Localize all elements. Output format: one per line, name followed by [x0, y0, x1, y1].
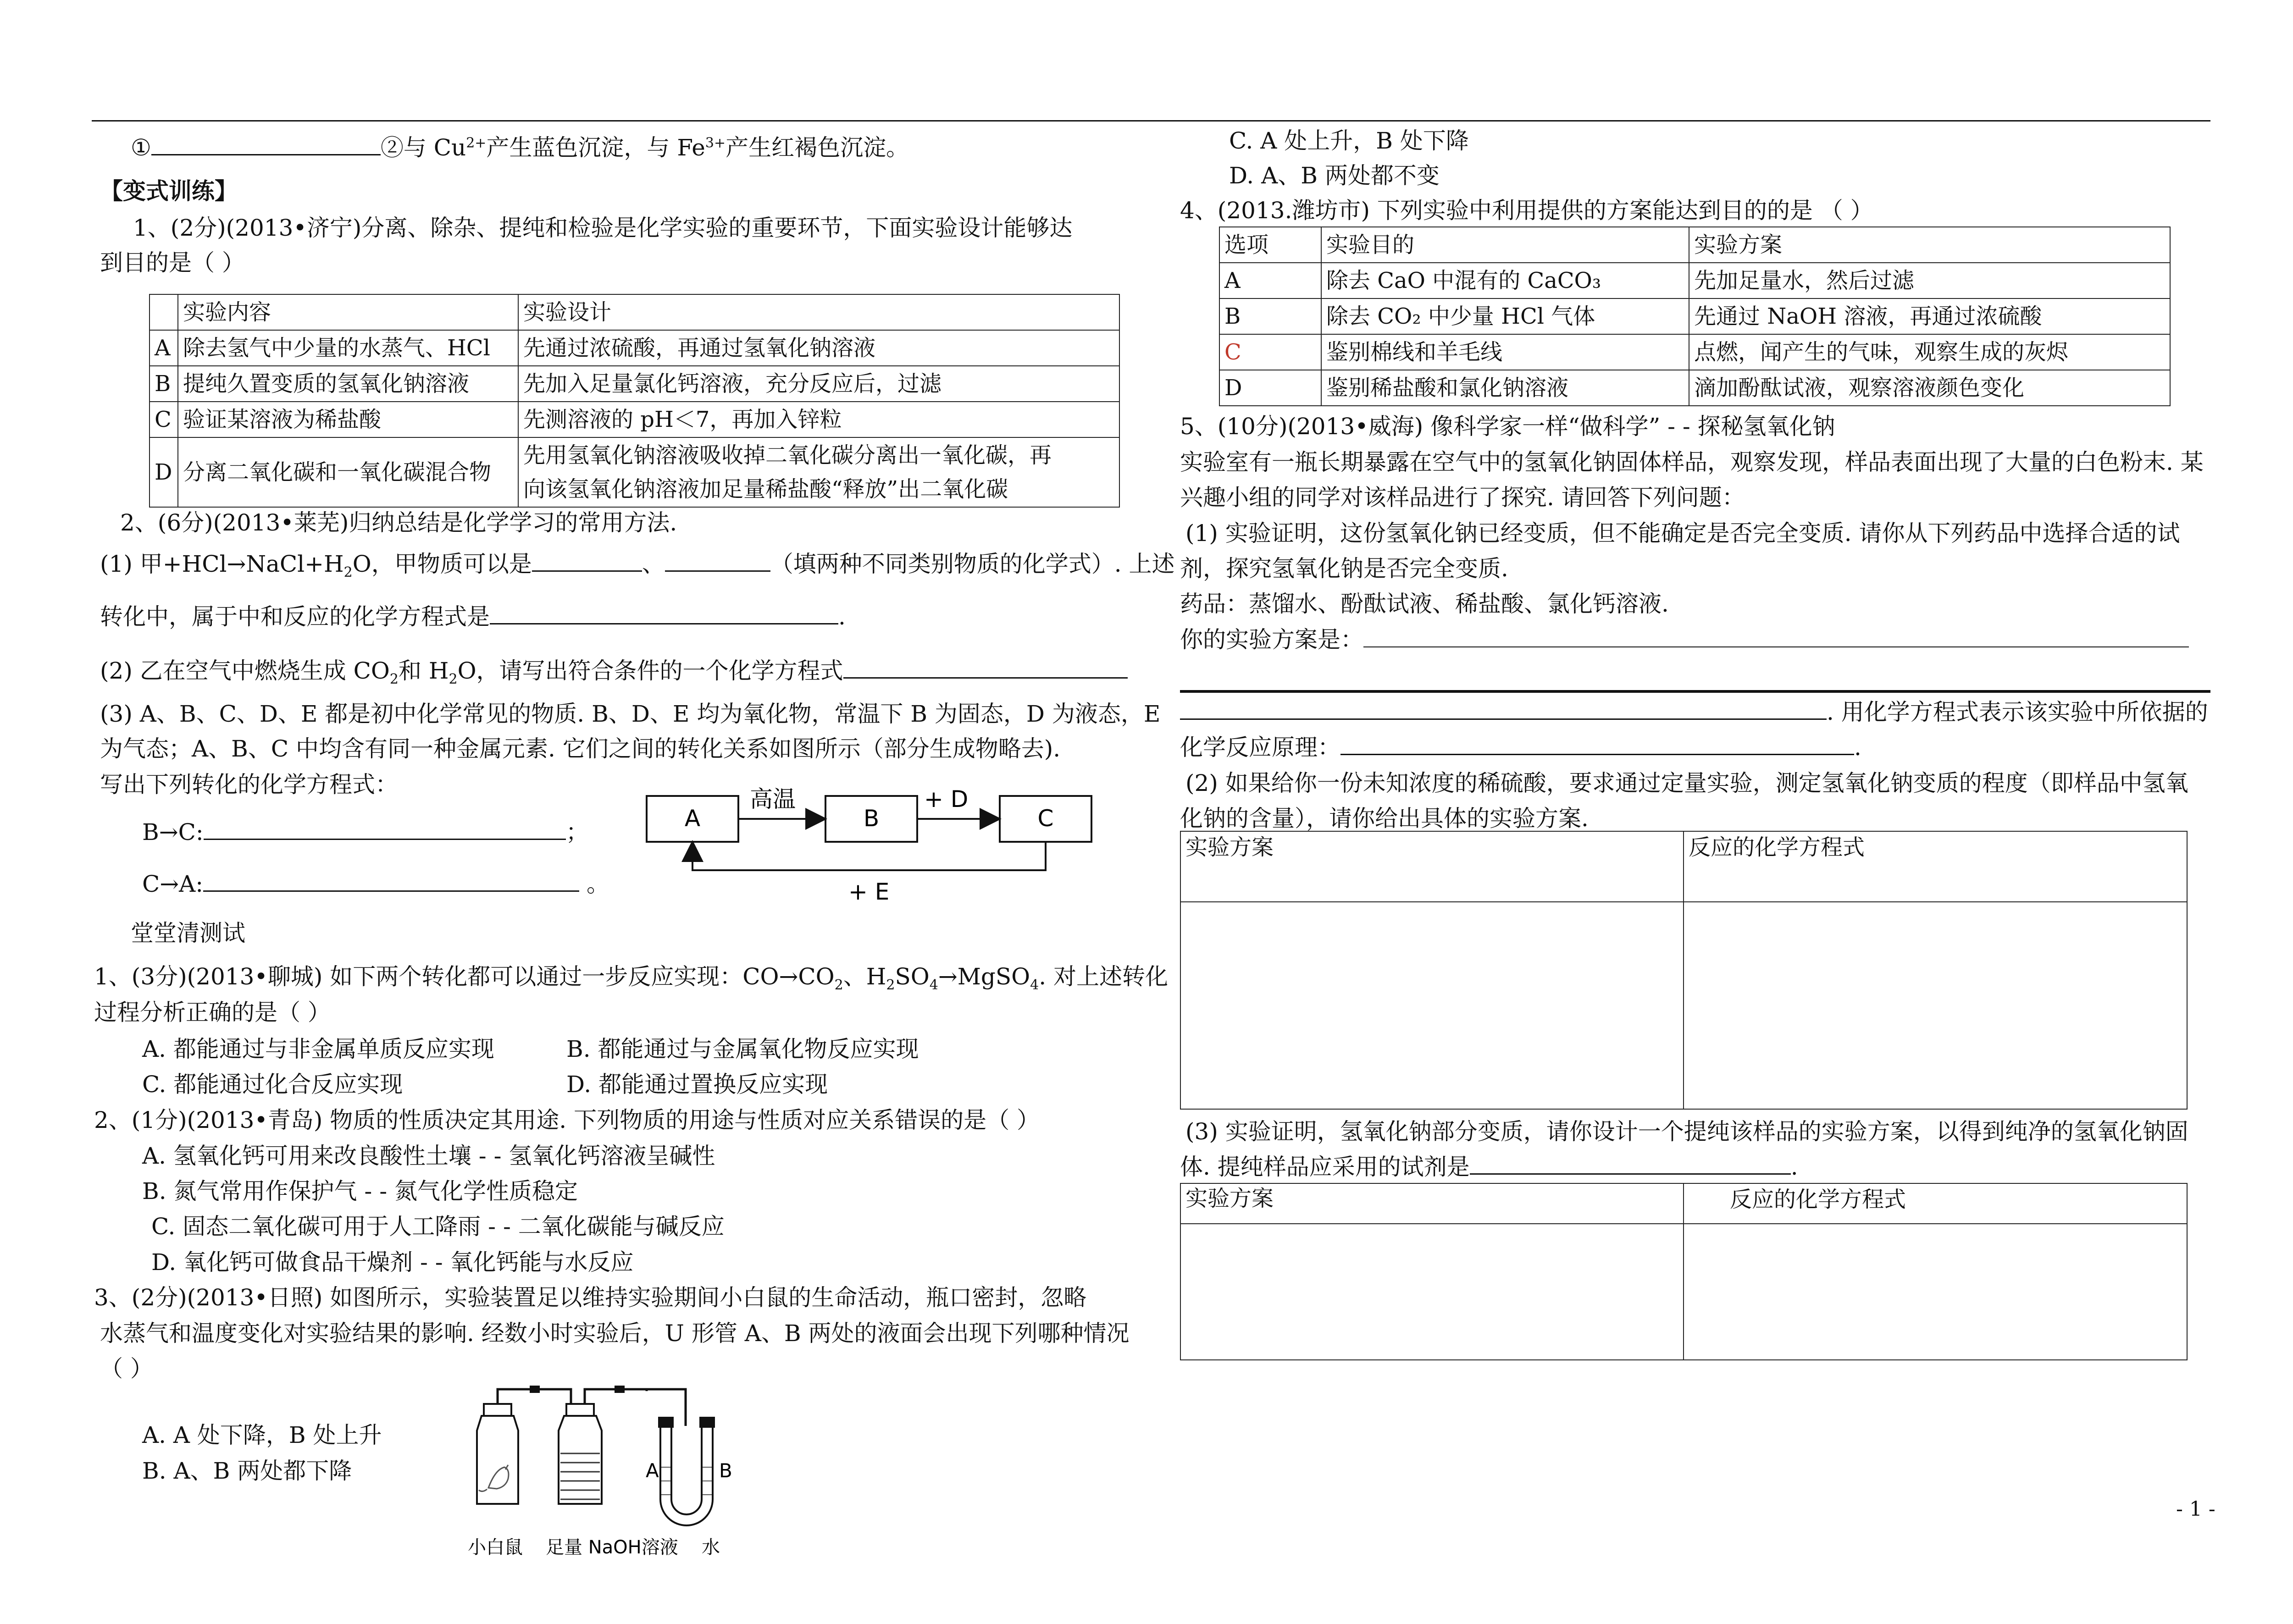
top-rule: [92, 120, 2210, 122]
q2-part-1a: (1) 甲$+HCl\to NaCl+H_2O$，甲物质可以是 、 （填两种不同类别物质的化学式）. 上述: [100, 551, 1175, 580]
u-tube-water: [661, 1467, 712, 1495]
q2-part-1b: 转化中，属于中和反应的化学方程式是 .: [100, 603, 846, 630]
answer-cell[interactable]: [1684, 902, 2187, 1109]
q5-plan: 你的实验方案是：: [1180, 628, 2189, 651]
table-cell: 反应的化学方程式: [1684, 831, 2187, 902]
answer-blank[interactable]: [532, 570, 642, 572]
table-cell: 实验内容: [178, 294, 518, 330]
table-cell: 先加足量水，然后过滤: [1689, 263, 2170, 298]
table-cell: 鉴别棉线和羊毛线: [1321, 334, 1689, 370]
t3-option-d: D. A、B 两处都不变: [1229, 162, 1440, 189]
q5-part-3a: (3) 实验证明，氢氧化钠部分变质，请你设计一个提纯该样品的实验方案，以得到纯净的氢氧化钠固: [1185, 1118, 2188, 1145]
table-cell: 分离二氧化碳和一氧化碳混合物: [178, 437, 518, 507]
plan-answer-line: [1180, 690, 2210, 693]
naoh-liquid: [560, 1453, 600, 1499]
t1-option-a: A. 都能通过与非金属单质反应实现: [142, 1036, 494, 1062]
q1-line-2: 到目的是（ ）: [100, 249, 245, 276]
q5-drugs: 药品：蒸馏水、酚酞试液、稀盐酸、氯化钙溶液.: [1180, 591, 1669, 617]
conversion-diagram: [637, 775, 1114, 912]
page-number: - 1 -: [2176, 1497, 2215, 1521]
table-cell: A: [1219, 263, 1321, 298]
table-cell: D: [1219, 370, 1321, 406]
t1-line-2: 过程分析正确的是（ ）: [94, 999, 331, 1026]
variant-title: 【变式训练】: [100, 177, 238, 204]
cell-line: 向该氢氧化钠溶液加足量稀盐酸“释放”出二氧化碳: [523, 476, 1008, 502]
table-cell: 除去氢气中少量的水蒸气、HCl: [178, 330, 518, 366]
table-cell: C: [1219, 334, 1321, 370]
table-cell: 鉴别稀盐酸和氯化钠溶液: [1321, 370, 1689, 406]
answer-cell[interactable]: [1684, 1224, 2187, 1360]
box-c-label: C: [1037, 805, 1054, 832]
table-row: [1219, 263, 2170, 298]
table-cell: 实验方案: [1180, 1183, 1684, 1224]
answer-blank[interactable]: [1363, 646, 2189, 647]
t2-option-c: C. 固态二氧化碳可用于人工降雨 - - 二氧化碳能与碱反应: [151, 1213, 725, 1240]
q5-part-1b: 剂，探究氢氧化钠是否完全变质.: [1180, 555, 1508, 582]
t1-option-d: D. 都能通过置换反应实现: [566, 1071, 828, 1098]
table-cell: C: [150, 402, 178, 437]
box-b-label: B: [863, 805, 880, 832]
table-header-text: 反应的化学方程式: [1730, 1187, 1906, 1212]
u-tube-stopper-left: [658, 1417, 674, 1428]
t1-option-b: B. 都能通过与金属氧化物反应实现: [566, 1036, 919, 1062]
table-row: [1219, 370, 2170, 406]
table-row: [150, 294, 1119, 330]
q5-part-2b: 化钠的含量），请你给出具体的实验方案.: [1180, 805, 1589, 832]
table-2: [1219, 226, 2171, 406]
water-label: 水: [702, 1537, 720, 1558]
mouse-label: 小白鼠: [468, 1537, 523, 1558]
answer-cell[interactable]: [1180, 902, 1684, 1109]
table-cell: 除去 CaO 中混有的 CaCO₃: [1321, 263, 1689, 298]
table-3: [1180, 831, 2188, 1110]
answer-blank[interactable]: [203, 890, 579, 892]
table-cell: 滴加酚酞试液，观察溶液颜色变化: [1689, 370, 2170, 406]
answer-blank[interactable]: [204, 839, 566, 840]
q2-part-3b: 为气态；A、B、C 中均含有同一种金属元素. 它们之间的转化关系如图所示（部分生成物略去).: [100, 735, 1061, 762]
table-row: [150, 366, 1119, 402]
classtest-title: 堂堂清测试: [131, 920, 245, 946]
table-cell: [1684, 1183, 2187, 1224]
q5-part-1a: (1) 实验证明，这份氢氧化钠已经变质，但不能确定是否完全变质. 请你从下列药品中选择合适的试: [1185, 520, 2180, 547]
q5-equation-line: . 用化学方程式表示该实验中所依据的: [1180, 701, 2208, 724]
u-tube-label-b: B: [719, 1459, 732, 1482]
table-cell: 先测溶液的 pH＜7，再加入锌粒: [518, 402, 1119, 437]
q2-part-2: (2) 乙在空气中燃烧生成 $CO_2$和 $H_2O$，请写出符合条件的一个化学方程式: [100, 659, 1128, 686]
box-a-label: A: [684, 805, 701, 832]
table-4: [1180, 1183, 2188, 1360]
q5-line-1: 5、(10分)(2013•威海) 像科学家一样“做科学” - - 探秘氢氧化钠: [1180, 413, 1835, 440]
u-tube-label-a: A: [646, 1459, 659, 1482]
table-cell: 除去 CO₂ 中少量 HCl 气体: [1321, 298, 1689, 334]
table-cell: D: [150, 437, 178, 507]
table-row: [1180, 1224, 2187, 1360]
table-cell: 先通过 NaOH 溶液，再通过浓硫酸: [1689, 298, 2170, 334]
table-row: [150, 402, 1119, 437]
t1-line-1: 1、(3分)(2013•聊城) 如下两个转化都可以通过一步反应实现：$CO\to CO_2$、$H_2SO_4\to MgSO_4$. 对上述转化: [94, 963, 1169, 993]
table-cell: 实验方案: [1689, 227, 2170, 263]
q5-part-3b: 体. 提纯样品应采用的试剂是 .: [1180, 1154, 1798, 1180]
t3-option-a: A. A 处下降，B 处上升: [142, 1422, 382, 1448]
answer-blank[interactable]: [1180, 718, 1827, 720]
table-cell: 先通过浓硫酸，再通过氢氧化钠溶液: [518, 330, 1119, 366]
b-to-c: B→C: ；: [142, 819, 589, 845]
plus-e-label: + E: [848, 878, 890, 905]
q1-line-1: 1、(2分)(2013•济宁)分离、除杂、提纯和检验是化学实验的重要环节，下面实验设计能够达: [133, 215, 1073, 241]
answer-blank[interactable]: [1470, 1173, 1791, 1175]
t1-option-c: C. 都能通过化合反应实现: [142, 1071, 403, 1098]
connecting-tube: [498, 1389, 686, 1426]
u-tube: [660, 1428, 713, 1525]
answer-blank[interactable]: [665, 570, 770, 572]
q5-line-2: 实验室有一瓶长期暴露在空气中的氢氧化钠固体样品，观察发现，样品表面出现了大量的白色粉末. 某: [1180, 449, 2204, 475]
t2-line-1: 2、(1分)(2013•青岛) 物质的性质决定其用途. 下列物质的用途与性质对应关系错误的是（ ）: [94, 1107, 1040, 1133]
table-row: [1180, 1183, 2187, 1224]
answer-cell[interactable]: [1180, 1224, 1684, 1360]
arrow-c-a: [692, 842, 1046, 870]
tube-joint: [530, 1386, 540, 1393]
table-cell: 点燃，闻产生的气味，观察生成的灰烬: [1689, 334, 2170, 370]
t2-option-b: B. 氮气常用作保护气 - - 氮气化学性质稳定: [142, 1178, 578, 1204]
table-cell: B: [150, 366, 178, 402]
t3-line-3: （ ）: [100, 1355, 153, 1382]
table-cell: 实验设计: [518, 294, 1119, 330]
t2-option-d: D. 氧化钙可做食品干燥剂 - - 氧化钙能与水反应: [151, 1249, 634, 1276]
table-row: [1180, 902, 2187, 1109]
t3-line-2: 水蒸气和温度变化对实验结果的影响. 经数小时实验后，U 形管 A、B 两处的液面会出现下列哪种情况: [100, 1320, 1130, 1347]
table-cell: B: [1219, 298, 1321, 334]
table-cell: 选项: [1219, 227, 1321, 263]
bottle-2-cap: [566, 1404, 594, 1416]
plus-d-label: + D: [924, 786, 969, 812]
c-to-a: C→A: 。: [142, 871, 610, 897]
table-1: [149, 294, 1120, 508]
q5-equation-line-2: 化学反应原理： .: [1180, 734, 1861, 761]
table-cell: A: [150, 330, 178, 366]
apparatus-figure: [454, 1380, 789, 1563]
naoh-label: 足量 NaOH溶液: [546, 1537, 678, 1558]
table-cell: 验证某溶液为稀盐酸: [178, 402, 518, 437]
table-cell: [150, 294, 178, 330]
q5-part-2a: (2) 如果给你一份未知浓度的稀硫酸，要求通过定量实验，测定氢氧化钠变质的程度（即样品中氢氧: [1185, 770, 2188, 796]
table-row: [1180, 831, 2187, 902]
q2-line-1: 2、(6分)(2013•莱芜)归纳总结是化学学习的常用方法.: [120, 509, 677, 536]
high-temp-label: 高温: [750, 786, 796, 812]
table-row: [150, 437, 1119, 507]
t3-line-1: 3、(2分)(2013•日照) 如图所示，实验装置足以维持实验期间小白鼠的生命活动，瓶口密封，忽略: [94, 1284, 1087, 1311]
q2-part-3a: (3) A、B、C、D、E 都是初中化学常见的物质. B、D、E 均为氧化物，常温下 B 为固态，D 为液态，E: [100, 701, 1161, 727]
tube-joint: [615, 1386, 625, 1393]
q5-line-3: 兴趣小组的同学对该样品进行了探究. 请回答下列问题：: [1180, 484, 1745, 511]
table-row: [1219, 227, 2170, 263]
answer-blank[interactable]: [843, 677, 1128, 679]
t3-option-c: C. A 处上升，B 处下降: [1229, 127, 1469, 154]
answer-blank[interactable]: [490, 623, 838, 624]
cell-line: 先用氢氧化钠溶液吸收掉二氧化碳分离出一氧化碳，再: [523, 442, 1052, 468]
table-row: [1219, 334, 2170, 370]
left-line-1: ① ②与 $Cu^{2+}$产生蓝色沉淀，与 $Fe^{3+}$产生红褐色沉淀。: [131, 134, 909, 161]
t2-option-a: A. 氢氧化钙可用来改良酸性土壤 - - 氢氧化钙溶液呈碱性: [142, 1143, 715, 1169]
table-cell: 提纯久置变质的氢氧化钠溶液: [178, 366, 518, 402]
table-row: [150, 330, 1119, 366]
q4-line: 4、(2013.潍坊市) 下列实验中利用提供的方案能达到目的的是 （ ）: [1180, 197, 1873, 224]
table-cell: 先加入足量氯化钙溶液，充分反应后，过滤: [518, 366, 1119, 402]
table-row: [1219, 298, 2170, 334]
table-cell: 实验目的: [1321, 227, 1689, 263]
u-tube-stopper-right: [699, 1417, 715, 1428]
table-cell: 实验方案: [1180, 831, 1684, 902]
q2-part-3c: 写出下列转化的化学方程式：: [100, 771, 398, 798]
answer-blank[interactable]: [1340, 754, 1854, 755]
bottle-1-cap: [484, 1404, 511, 1416]
mouse-icon: [479, 1465, 509, 1491]
table-cell: [518, 437, 1119, 507]
answer-blank[interactable]: [151, 154, 381, 155]
t3-option-b: B. A、B 两处都下降: [142, 1458, 352, 1484]
